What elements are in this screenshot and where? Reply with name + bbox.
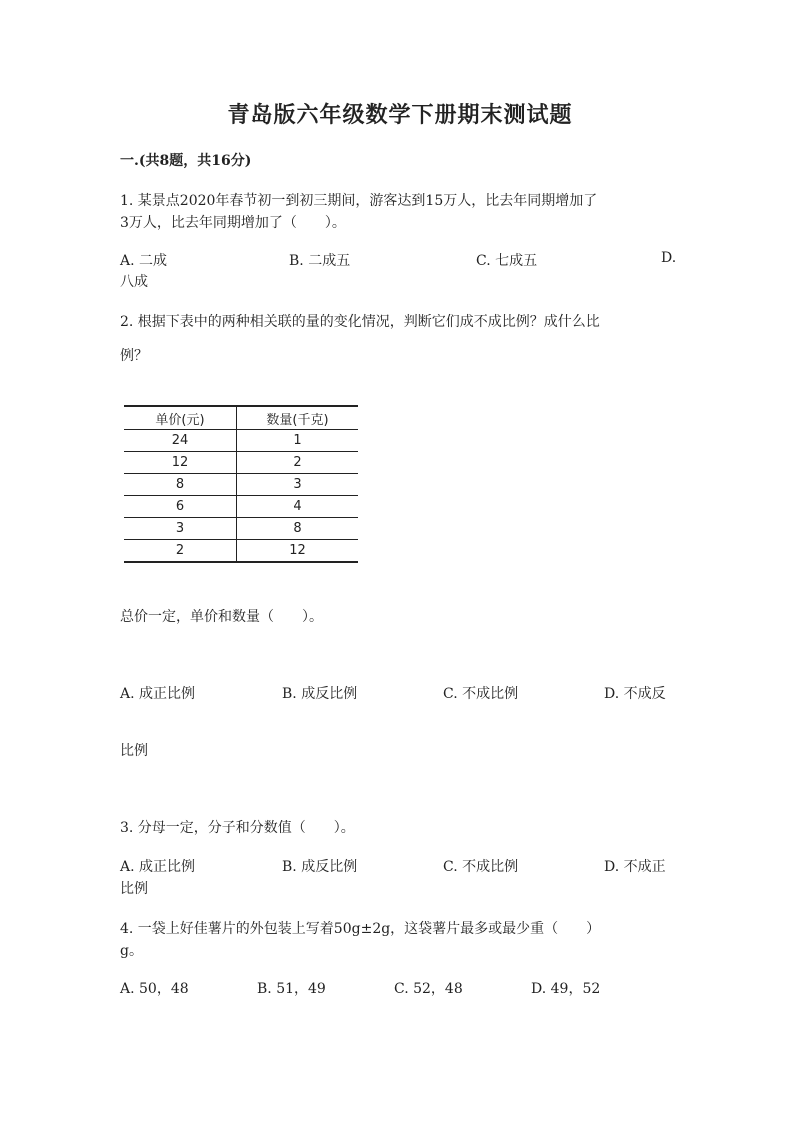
- question-2-line-1: 2. 根据下表中的两种相关联的量的变化情况，判断它们成不成比例？成什么比: [120, 314, 600, 330]
- table-cell-quantity: 2: [237, 452, 359, 474]
- table-cell-unit-price: 6: [124, 496, 237, 518]
- question-2-line-2: 例？: [120, 348, 148, 364]
- question-4-option-b: B. 51，49: [257, 981, 326, 997]
- table-row: [124, 496, 358, 518]
- table-cell-quantity: 4: [237, 496, 359, 518]
- table-header-quantity: 数量(千克): [237, 406, 359, 430]
- table-row: [124, 518, 358, 540]
- question-1-option-b: B. 二成五: [289, 253, 351, 269]
- question-2-option-d-wrap: 比例: [120, 743, 148, 759]
- price-quantity-table: [124, 405, 358, 563]
- question-2-option-c: C. 不成比例: [443, 686, 519, 702]
- question-3-option-a: A. 成正比例: [120, 859, 196, 875]
- table-cell-unit-price: 3: [124, 518, 237, 540]
- question-4-option-c: C. 52，48: [394, 981, 463, 997]
- table-header-row: [124, 406, 358, 430]
- section-heading: 一.(共8题，共16分): [120, 153, 252, 169]
- question-2-option-a: A. 成正比例: [120, 686, 196, 702]
- table-row: [124, 452, 358, 474]
- table-cell-unit-price: 12: [124, 452, 237, 474]
- table-cell-quantity: 12: [237, 540, 359, 563]
- question-1-option-a: A. 二成: [120, 253, 168, 269]
- question-3-option-d: D. 不成正: [604, 859, 666, 875]
- question-2-option-d: D. 不成反: [604, 686, 666, 702]
- table-cell-quantity: 3: [237, 474, 359, 496]
- question-3-option-d-wrap: 比例: [120, 881, 148, 897]
- question-4-line-1: 4. 一袋上好佳薯片的外包装上写着50g±2g，这袋薯片最多或最少重（ ）: [120, 921, 601, 937]
- question-1-option-d: D.: [661, 250, 677, 266]
- table-cell-quantity: 1: [237, 430, 359, 452]
- question-1-line-1: 1. 某景点2020年春节初一到初三期间，游客达到15万人，比去年同期增加了: [120, 193, 598, 209]
- table-cell-unit-price: 24: [124, 430, 237, 452]
- table-cell-unit-price: 2: [124, 540, 237, 563]
- table-row: [124, 430, 358, 452]
- table-row: [124, 540, 358, 563]
- question-1-option-c: C. 七成五: [476, 253, 538, 269]
- page-title: 青岛版六年级数学下册期末测试题: [227, 102, 573, 128]
- question-3-line-1: 3. 分母一定，分子和分数值（ ）。: [120, 820, 355, 836]
- question-1-option-d-wrap: 八成: [120, 274, 148, 290]
- question-3-option-b: B. 成反比例: [282, 859, 358, 875]
- question-4-option-a: A. 50，48: [120, 981, 189, 997]
- table-cell-unit-price: 8: [124, 474, 237, 496]
- table-header-unit-price: 单价(元): [124, 406, 237, 430]
- question-4-option-d: D. 49，52: [531, 981, 601, 997]
- question-3-option-c: C. 不成比例: [443, 859, 519, 875]
- question-2-statement: 总价一定，单价和数量（ ）。: [120, 609, 323, 625]
- table-cell-quantity: 8: [237, 518, 359, 540]
- question-4-line-2: g。: [120, 943, 143, 959]
- question-1-line-2: 3万人，比去年同期增加了（ ）。: [120, 215, 346, 231]
- question-2-option-b: B. 成反比例: [282, 686, 358, 702]
- table-row: [124, 474, 358, 496]
